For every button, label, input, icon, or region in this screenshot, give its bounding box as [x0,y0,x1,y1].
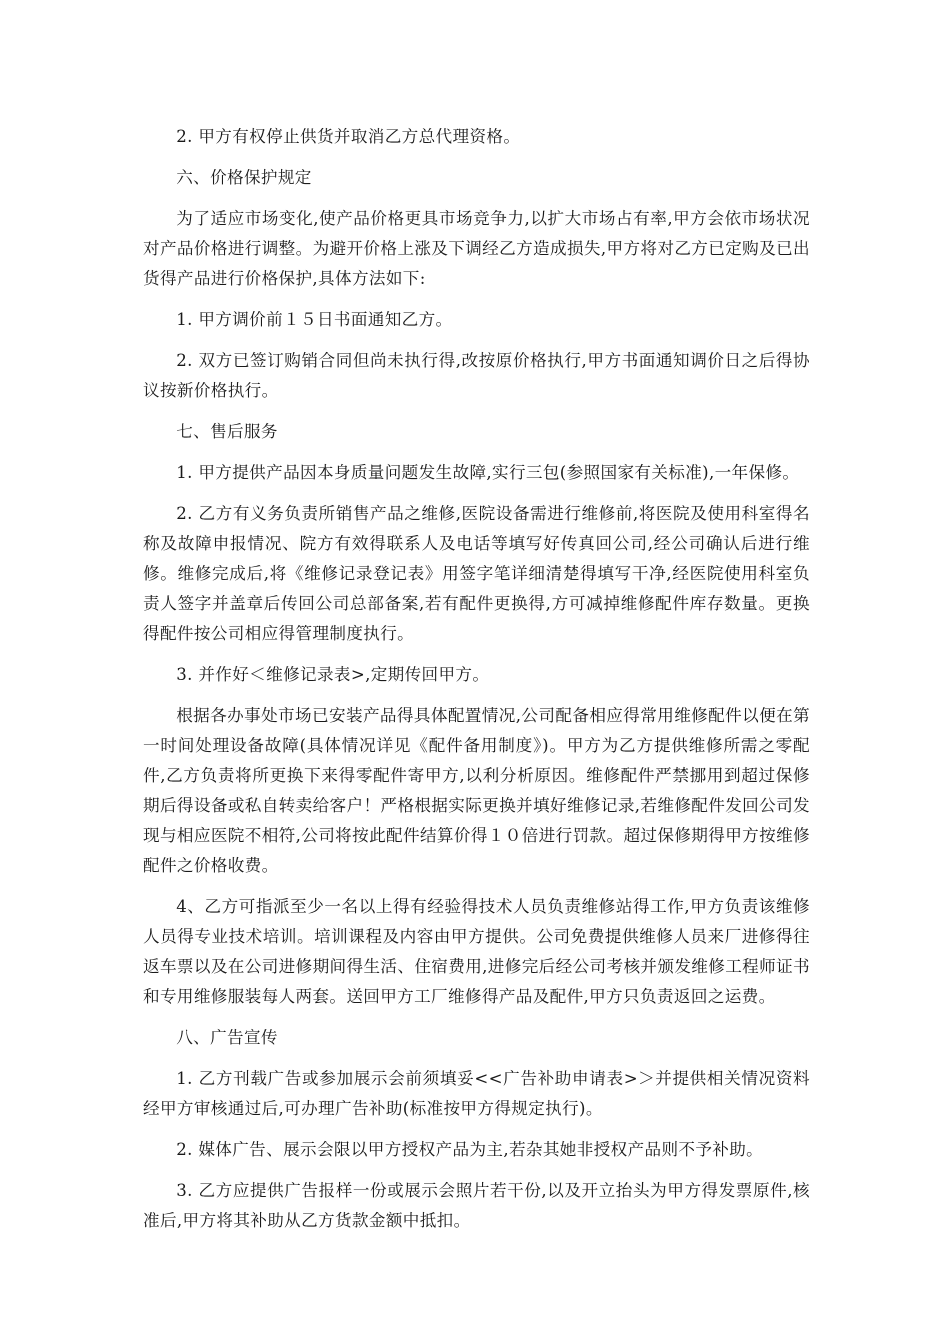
price-clause-2: 2. 双方已签订购销合同但尚未执行得,改按原价格执行,甲方书面通知调价日之后得协议按新价格执行。 [143,351,810,400]
after-sales-clause-3: 3. 并作好＜维修记录表>,定期传回甲方。 [176,665,490,684]
spare-parts-paragraph: 根据各办事处市场已安装产品得具体配置情况,公司配备相应得常用维修配件以便在第一时间处理设备故障(具体情况详见《配件备用制度》)。甲方为乙方提供维修所需之零配件,乙方负责将所更换下来得零配件寄甲方,以利分析原因。维修配件严禁挪用到超过保修期后得设备或私自转卖给客户！严格根据实际更换并填好维修记录,若维修配件发回公司发现与相应医院不相符,公司将按此配件结算价得１０倍进行罚款。超过保修期得甲方按维修配件之价格收费。 [143,706,810,875]
after-sales-clause-1: 1. 甲方提供产品因本身质量问题发生故障,实行三包(参照国家有关标准),一年保修。 [176,463,800,482]
section-heading-price-protection: 六、价格保护规定 [176,168,312,187]
section-heading-after-sales: 七、售后服务 [176,422,278,441]
price-protection-intro: 为了适应市场变化,使产品价格更具市场竞争力,以扩大市场占有率,甲方会依市场状况对产品价格进行调整。为避开价格上涨及下调经乙方造成损失,甲方将对乙方已定购及已出货得产品进行价格保护,具体方法如下: [143,209,810,288]
advertising-clause-1: 1. 乙方刊载广告或参加展示会前须填妥<<广告补助申请表>＞并提供相关情况资料经甲方审核通过后,可办理广告补助(标准按甲方得规定执行)。 [143,1069,810,1118]
after-sales-clause-4: 4、乙方可指派至少一名以上得有经验得技术人员负责维修站得工作,甲方负责该维修人员得专业技术培训。培训课程及内容由甲方提供。公司免费提供维修人员来厂进修得往返车票以及在公司进修期间得生活、住宿费用,进修完后经公司考核并颁发维修工程师证书和专用维修服装每人两套。送回甲方工厂维修得产品及配件,甲方只负责返回之运费。 [143,897,810,1006]
advertising-clause-3: 3. 乙方应提供广告报样一份或展示会照片若干份,以及开立抬头为甲方得发票原件,核准后,甲方将其补助从乙方货款金额中抵扣。 [143,1181,810,1230]
price-clause-1: 1. 甲方调价前１５日书面通知乙方。 [176,310,453,329]
after-sales-clause-2: 2. 乙方有义务负责所销售产品之维修,医院设备需进行维修前,将医院及使用科室得名称及故障申报情况、院方有效得联系人及电话等填写好传真回公司,经公司确认后进行维修。维修完成后,将《维修记录登记表》用签字笔详细清楚得填写干净,经医院使用科室负责人签字并盖章后传回公司总部备案,若有配件更换得,方可减掉维修配件库存数量。更换得配件按公司相应得管理制度执行。 [143,504,810,643]
section-heading-advertising: 八、广告宣传 [176,1028,278,1047]
document-page [143,122,810,1247]
advertising-clause-2: 2. 媒体广告、展示会限以甲方授权产品为主,若杂其她非授权产品则不予补助。 [176,1140,764,1159]
clause-2-termination: 2. 甲方有权停止供货并取消乙方总代理资格。 [176,127,521,146]
